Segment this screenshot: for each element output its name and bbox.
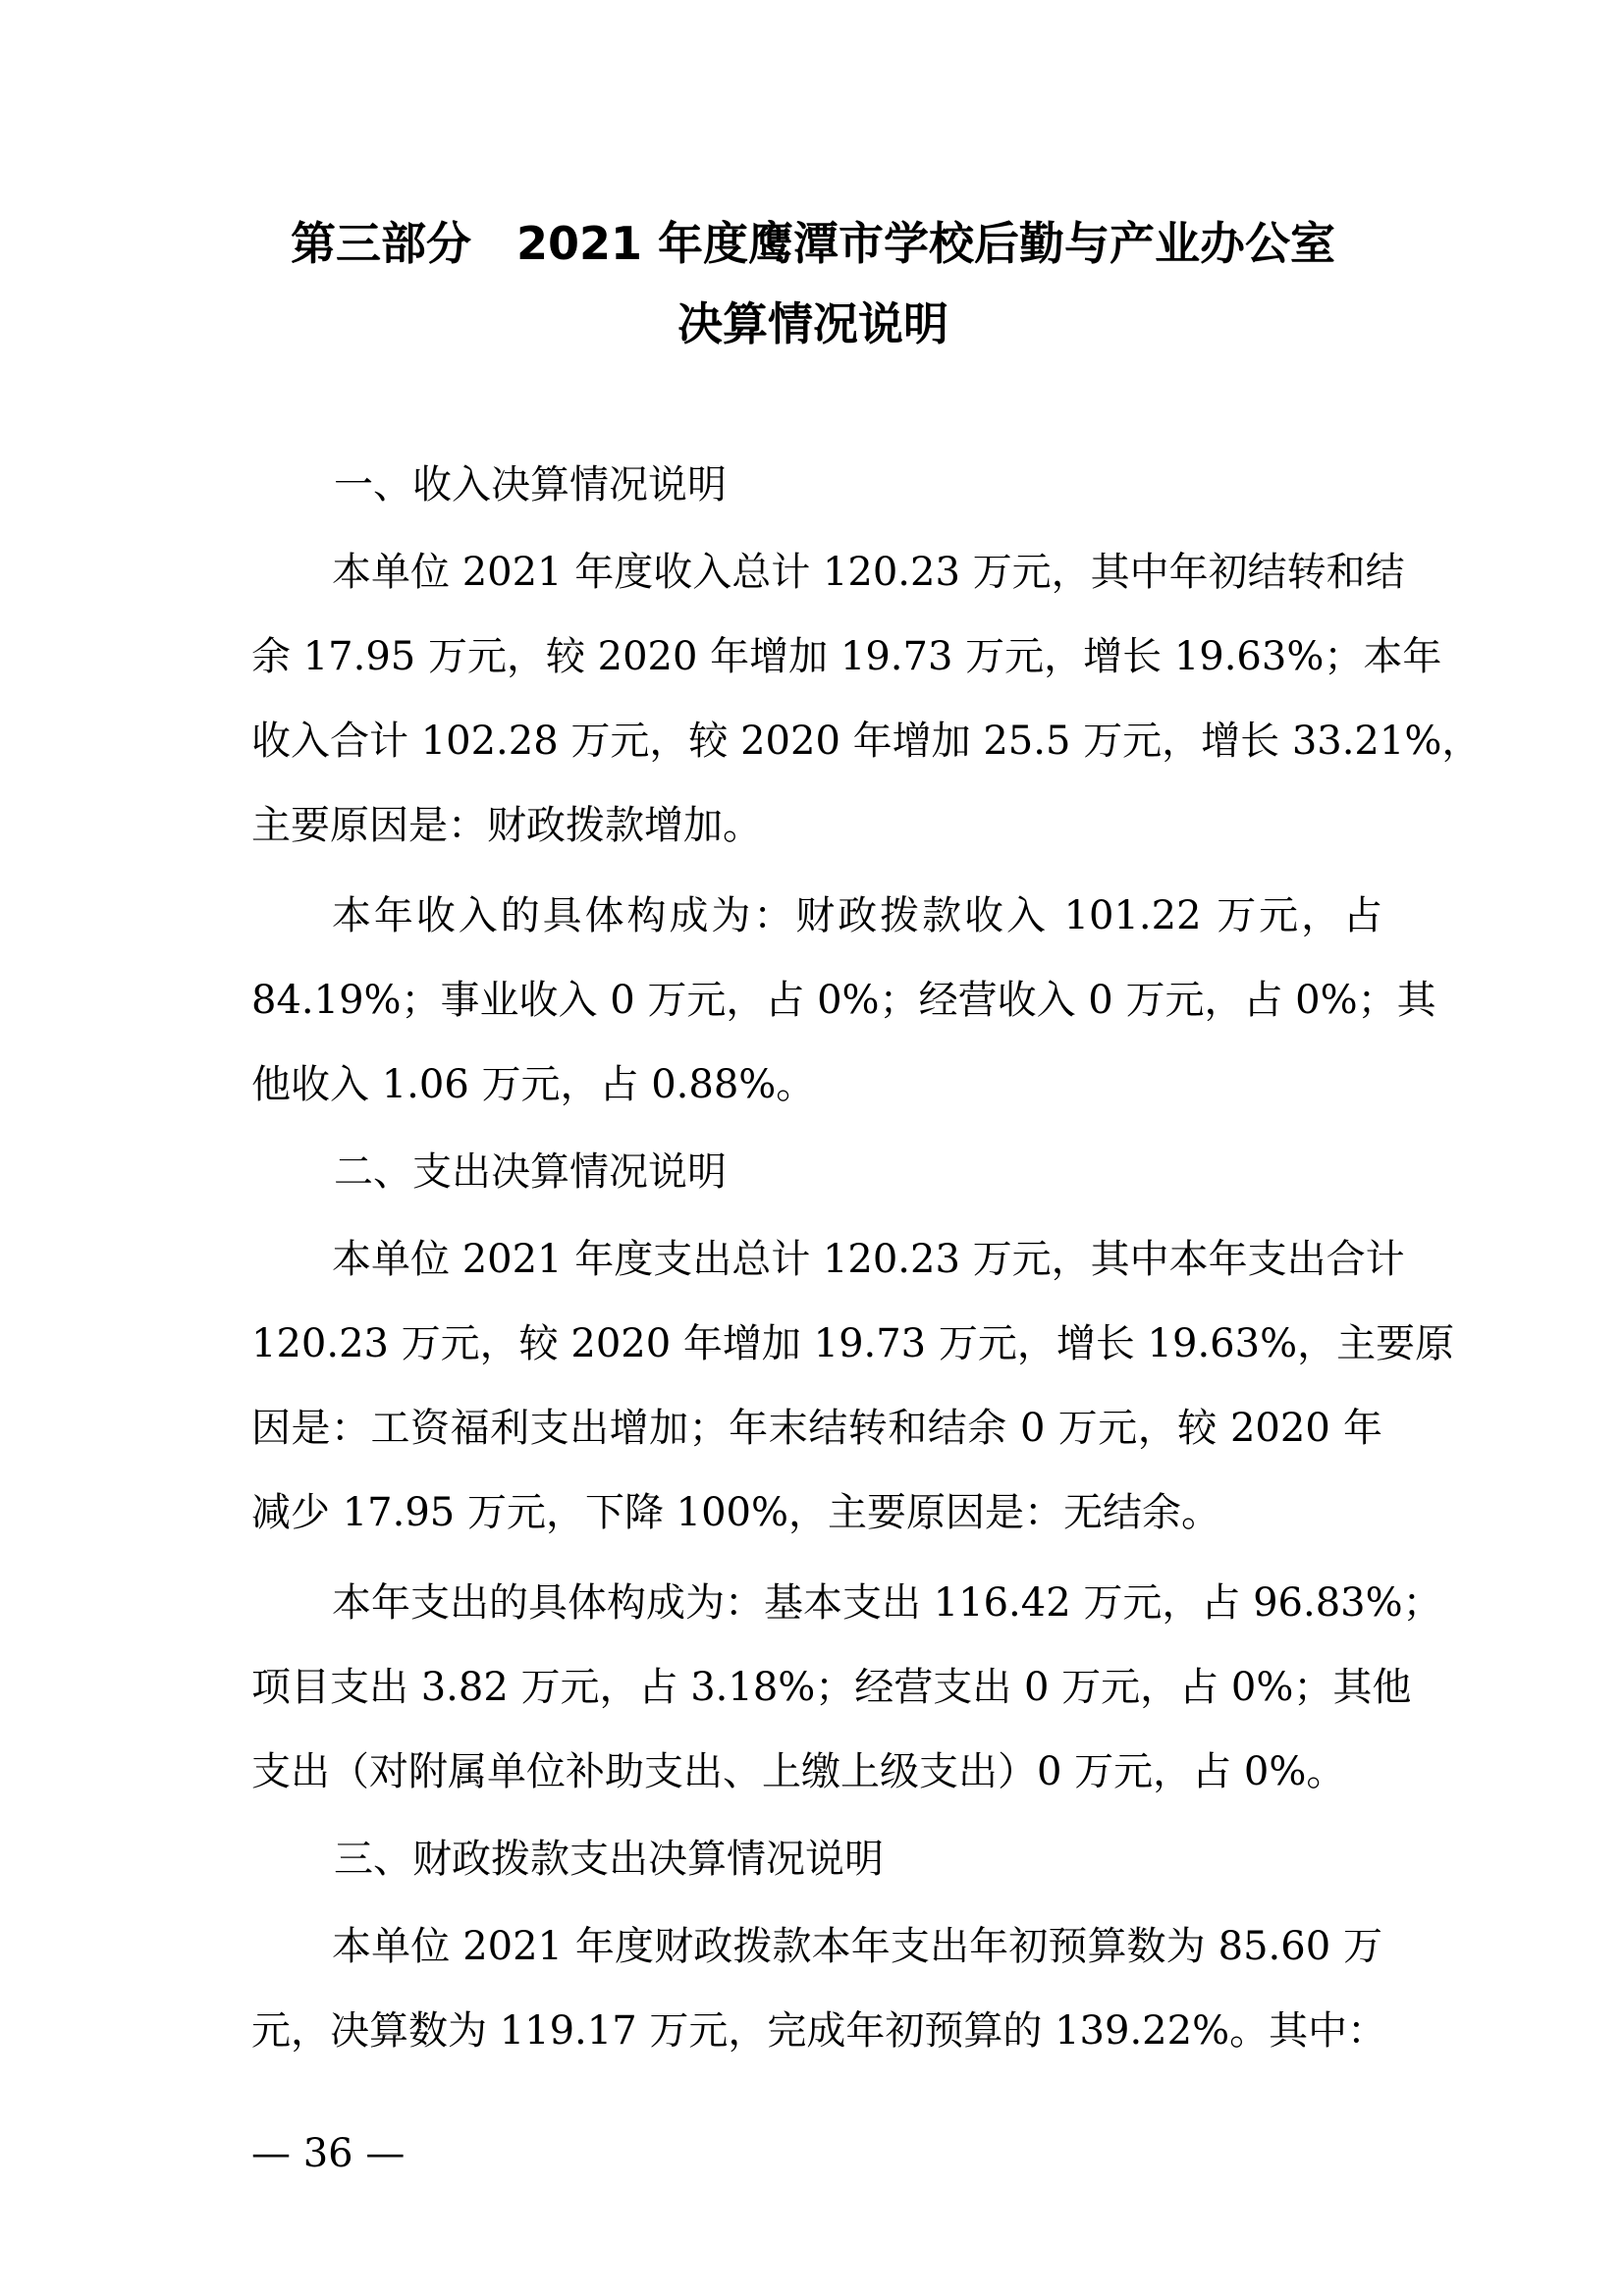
text-line: 减少 17.95 万元，下降 100%，主要原因是：无结余。: [251, 1490, 1221, 1535]
text-line: 余 17.95 万元，较 2020 年增加 19.73 万元，增长 19.63%；本年: [251, 634, 1442, 679]
section-heading-expense: 二、支出决算情况说明: [334, 1149, 727, 1195]
text-line: 因是：工资福利支出增加；年末结转和结余 0 万元，较 2020 年: [251, 1406, 1382, 1451]
text-line: 120.23 万元，较 2020 年增加 19.73 万元，增长 19.63%，主要原: [251, 1321, 1455, 1366]
section-heading-fiscal-appropriation: 三、财政拨款支出决算情况说明: [334, 1837, 884, 1882]
text-line: 本年收入的具体构成为：财政拨款收入 101.22 万元，占: [332, 893, 1382, 938]
text-line: 支出（对附属单位补助支出、上缴上级支出）0 万元，占 0%。: [251, 1749, 1346, 1794]
text-line: 84.19%；事业收入 0 万元，占 0%；经营收入 0 万元，占 0%；其: [251, 978, 1436, 1023]
page-number: — 36 —: [251, 2131, 406, 2176]
text-line: 元，决算数为 119.17 万元，完成年初预算的 139.22%。其中：: [251, 2008, 1387, 2054]
section-heading-income: 一、收入决算情况说明: [334, 462, 727, 507]
text-line: 本单位 2021 年度支出总计 120.23 万元，其中本年支出合计: [332, 1237, 1405, 1282]
text-line: 他收入 1.06 万元，占 0.88%。: [251, 1062, 816, 1107]
text-line: 本单位 2021 年度收入总计 120.23 万元，其中年初结转和结: [332, 550, 1405, 595]
text-line: 项目支出 3.82 万元，占 3.18%；经营支出 0 万元，占 0%；其他: [251, 1665, 1412, 1710]
text-line: 收入合计 102.28 万元，较 2020 年增加 25.5 万元，增长 33.21%，: [251, 719, 1482, 764]
text-line: 主要原因是：财政拨款增加。: [251, 803, 762, 848]
text-line: 本单位 2021 年度财政拨款本年支出年初预算数为 85.60 万: [332, 1924, 1382, 1969]
text-line: 本年支出的具体构成为：基本支出 116.42 万元，占 96.83%；: [332, 1580, 1442, 1626]
document-title-line-1: 第三部分 2021 年度鹰潭市学校后勤与产业办公室: [290, 217, 1336, 270]
document-title-line-2: 决算情况说明: [677, 297, 948, 350]
